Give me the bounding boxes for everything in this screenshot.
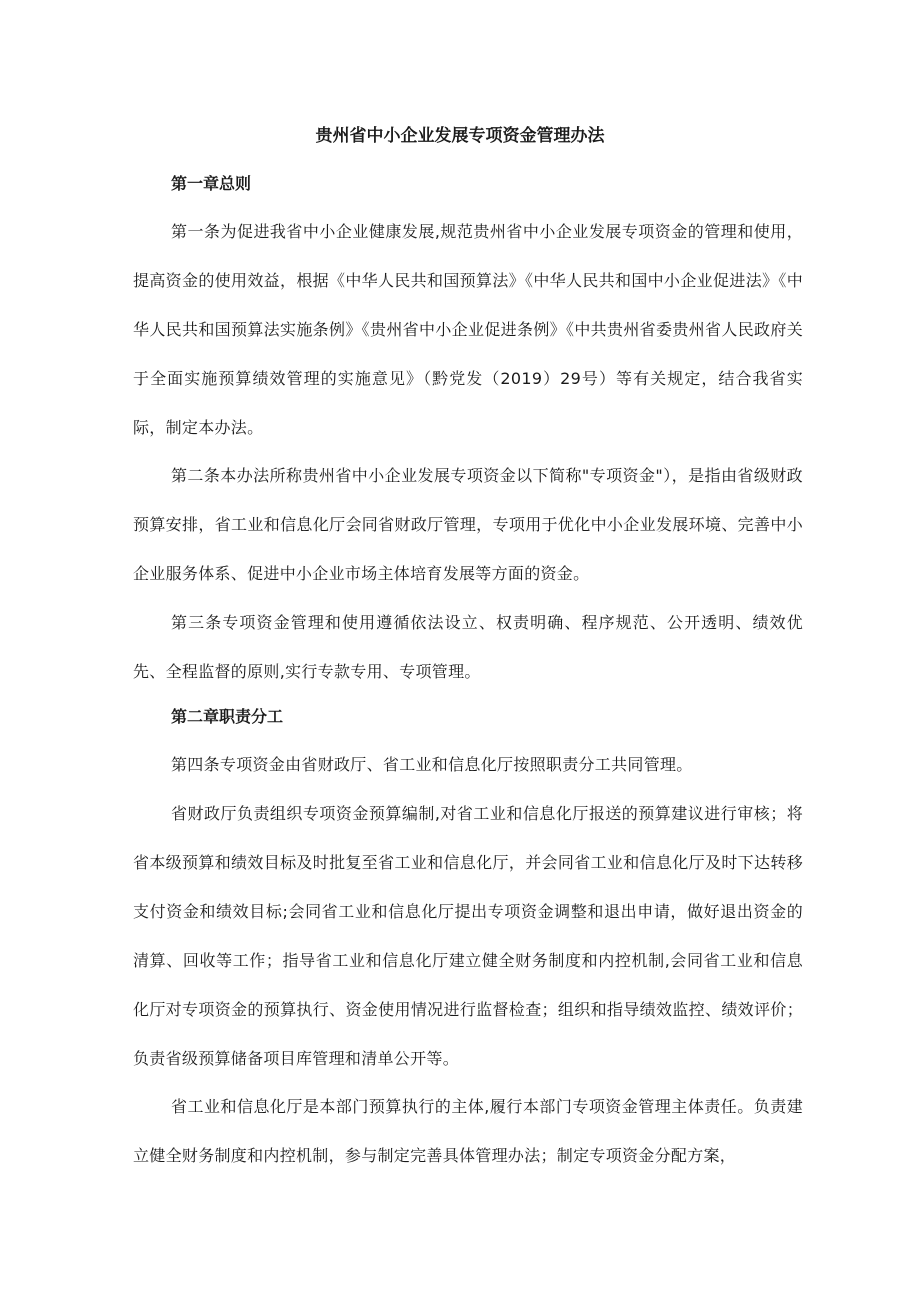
chapter-2-heading: 第二章职责分工 [171, 707, 284, 726]
chapter-1-heading: 第一章总则 [171, 174, 252, 193]
document-title: 贵州省中小企业发展专项资金管理办法 [315, 126, 605, 146]
article-4-paragraph: 第四条专项资金由省财政厅、省工业和信息化厅按照职责分工共同管理。 [171, 755, 693, 774]
industry-department-duties-paragraph: 省工业和信息化厅是本部门预算执行的主体,履行本部门专项资金管理主体责任。负责建立健全财务制度和内控机制，参与制定完善具体管理办法；制定专项资金分配方案， [133, 1097, 803, 1165]
article-3-paragraph: 第三条专项资金管理和使用遵循依法设立、权责明确、程序规范、公开透明、绩效优先、全程监督的原则,实行专款专用、专项管理。 [133, 613, 803, 681]
article-1-paragraph: 第一条为促进我省中小企业健康发展,规范贵州省中小企业发展专项资金的管理和使用，提高资金的使用效益，根据《中华人民共和国预算法》《中华人民共和国中小企业促进法》《中华人民共和国预算法实施条例》《贵州省中小企业促进条例》《中共贵州省委贵州省人民政府关于全面实施预算绩效管理的实施意见》（黔党发（2019）29号）等有关规定，结合我省实际，制定本办法。 [133, 222, 803, 437]
article-2-paragraph: 第二条本办法所称贵州省中小企业发展专项资金以下简称"专项资金"），是指由省级财政预算安排，省工业和信息化厅会同省财政厅管理，专项用于优化中小企业发展环境、完善中小企业服务体系、促进中小企业市场主体培育发展等方面的资金。 [133, 466, 803, 583]
finance-department-duties-paragraph: 省财政厅负责组织专项资金预算编制,对省工业和信息化厅报送的预算建议进行审核；将省本级预算和绩效目标及时批复至省工业和信息化厅，并会同省工业和信息化厅及时下达转移支付资金和绩效目标;会同省工业和信息化厅提出专项资金调整和退出申请，做好退出资金的清算、回收等工作；指导省工业和信息化厅建立健全财务制度和内控机制,会同省工业和信息化厅对专项资金的预算执行、资金使用情况进行监督检查；组织和指导绩效监控、绩效评价；负责省级预算储备项目库管理和清单公开等。 [133, 804, 803, 1068]
